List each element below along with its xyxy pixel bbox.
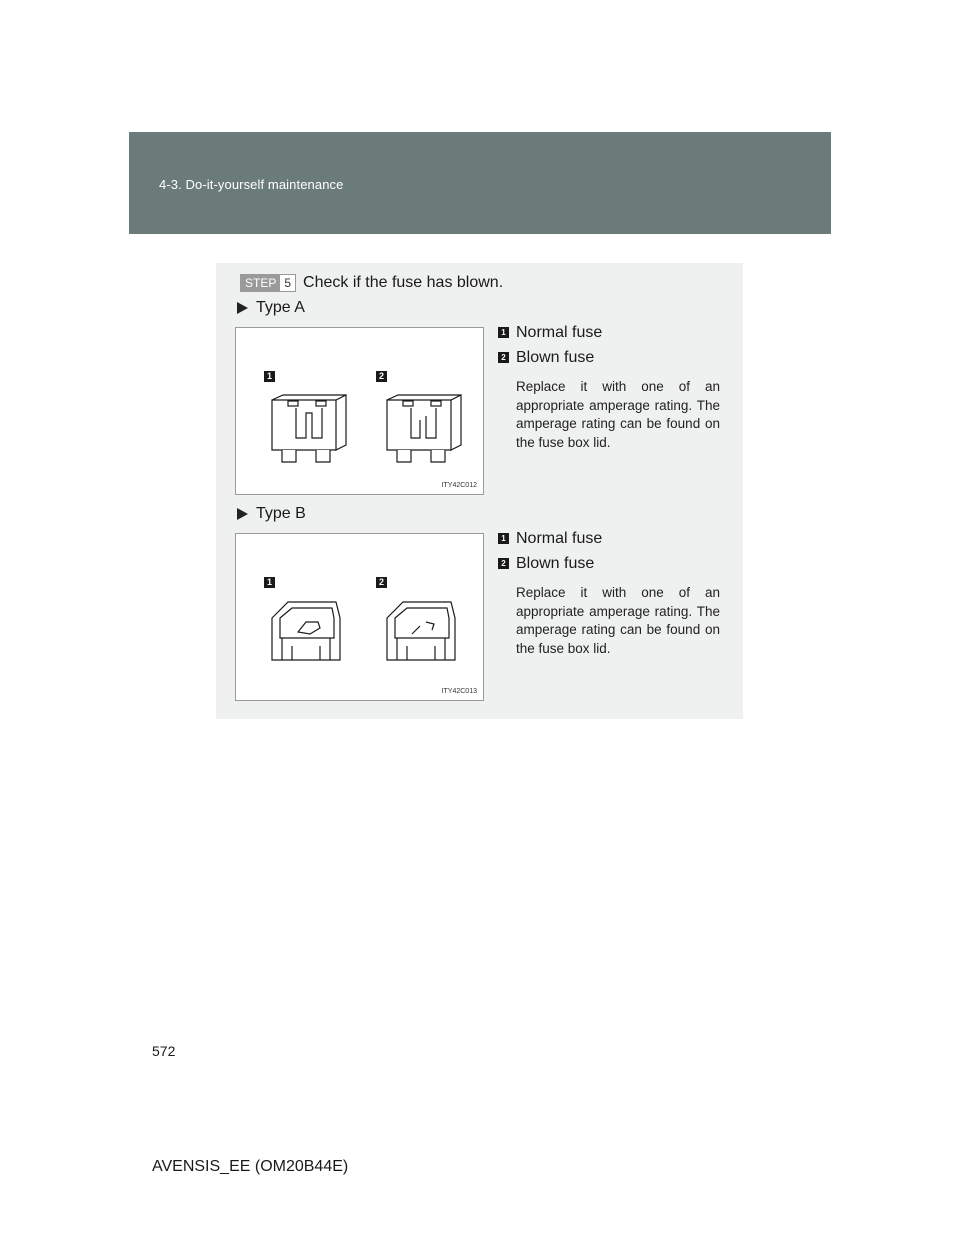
step-badge-word: STEP [241,275,280,291]
legend-item [498,551,720,576]
number-1-badge: 1 [498,327,509,338]
figure-code: ITY42C012 [441,482,477,489]
number-2-badge: 2 [498,352,509,363]
normal-fuse-legs [282,450,330,462]
number-1-badge: 1 [498,533,509,544]
type-b-legend [498,526,720,658]
type-a-legend [498,320,720,452]
blade-fuse-illustration [236,328,485,496]
figure-callout-2: 2 [376,371,387,382]
type-a-heading [237,299,305,317]
figure-callout-1: 1 [264,577,275,588]
triangle-pointer-icon [237,302,248,314]
replacement-note: Replace it with one of an appropriate amperage rating. The amperage rating can be found on the fuse box lid. [516,585,720,656]
step-text: Check if the fuse has blown. [303,274,504,291]
blown-fuse-legs [397,450,445,462]
figure-callout-2: 2 [376,577,387,588]
header-band [129,132,831,234]
normal-blade-fuse [272,395,346,450]
step-box [216,263,743,719]
section-title: 4-3. Do-it-yourself maintenance [159,177,344,192]
legend-item-label: Blown fuse [516,348,595,366]
replacement-note: Replace it with one of an appropriate amperage rating. The amperage rating can be found on the fuse box lid. [516,379,720,450]
triangle-pointer-icon [237,508,248,520]
page-number: 572 [152,1043,176,1059]
cartridge-fuse-illustration [236,534,485,702]
type-b-label: Type B [256,505,306,522]
legend-item [498,526,720,551]
figure-code: ITY42C013 [441,688,477,695]
legend-item-label: Normal fuse [516,323,603,341]
step-badge [240,274,296,292]
type-b-heading [237,505,306,523]
legend-item [498,345,720,370]
legend-item-label: Blown fuse [516,554,595,572]
step-line [240,274,503,292]
figure-callout-1: 1 [264,371,275,382]
type-b-figure [235,533,484,701]
number-2-badge: 2 [498,558,509,569]
legend-item-label: Normal fuse [516,529,603,547]
step-badge-number: 5 [280,275,295,291]
model-code: AVENSIS_EE (OM20B44E) [152,1158,349,1175]
blown-blade-fuse [387,395,461,450]
type-a-figure [235,327,484,495]
type-a-label: Type A [256,299,305,316]
legend-item [498,320,720,345]
